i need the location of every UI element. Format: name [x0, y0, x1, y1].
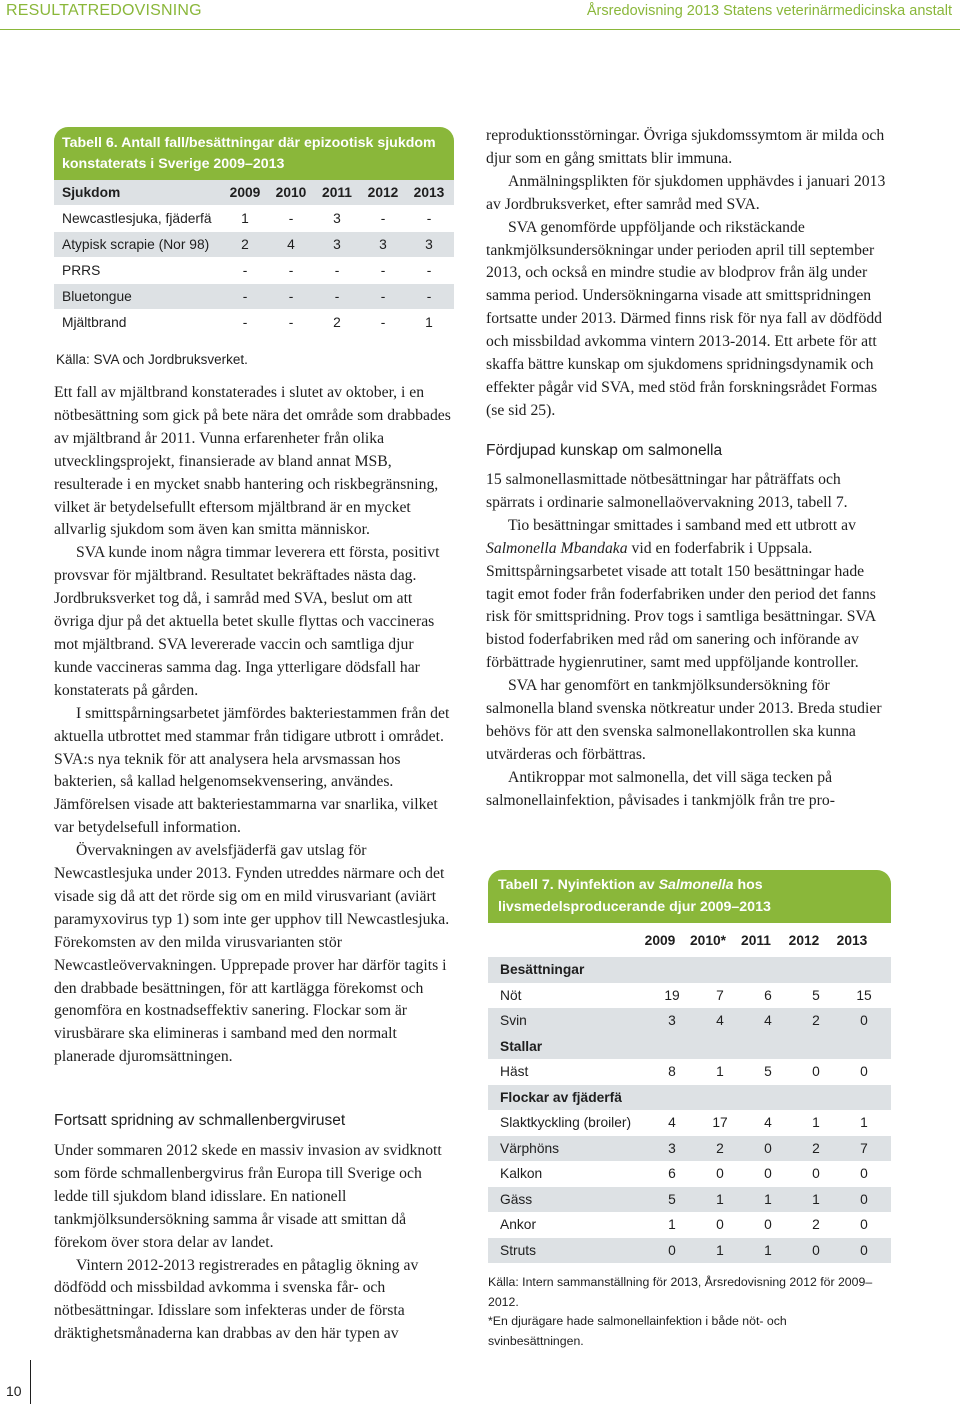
table-cell: -	[426, 211, 432, 226]
paragraph: Anmälningsplikten för sjukdomen upphävdes i januari 2013 av Jordbruksverket, efter samråd med SVA.	[486, 172, 886, 213]
paragraph: I smittspårningsarbetet jämfördes bakteriestammen från det aktuella utbrottet med stammar från tidigare utbrott i området. SVA:s nya teknik för att analysera hela arvsmassan hos bakterien, så kallad helgenomsekvensering, användes. Jämförelsen visade att bakteriestammarna var snarlika, vilket var betydelsefull information.	[54, 704, 450, 837]
paragraph: Vintern 2012-2013 registrerades en påtaglig ökning av dödfödd och missbildad avkomma i svenska får- och nötbesättningar. Idisslare som infekteras under de första dräktighetsmånaderna kan drabbas av den här typen av	[54, 1256, 419, 1343]
column-1-text	[54, 382, 454, 1069]
table-cell: 15	[856, 987, 872, 1003]
table-cell: -	[380, 211, 386, 226]
table-cell: -	[426, 289, 432, 304]
group-header-row	[488, 1034, 891, 1060]
table-cell: 0	[860, 1166, 868, 1182]
table-cell: 6	[764, 987, 772, 1003]
table-cell: 3	[668, 1013, 676, 1029]
table-cell: 0	[812, 1166, 820, 1182]
table-cell: -	[380, 289, 386, 304]
row-label: Svin	[500, 1013, 527, 1029]
table-cell: 1	[764, 1242, 772, 1258]
row-label: Gäss	[500, 1191, 533, 1207]
row-label: Bluetongue	[62, 289, 132, 304]
paragraph: reproduktionsstörningar. Övriga sjukdomssymtom är milda och djur som en gång smittats blir immuna.	[486, 127, 885, 167]
table-cell: 3	[668, 1140, 676, 1156]
group-header-row	[488, 957, 891, 983]
report-title: Årsredovisning 2013 Statens veterinärmedicinska anstalt	[586, 3, 952, 19]
subheading-salmonella: Fördjupad kunskap om salmonella	[486, 442, 723, 459]
table-row	[54, 258, 454, 284]
table-cell: -	[288, 263, 294, 278]
paragraph: SVA kunde inom några timmar leverera ett första, positivt provsvar för mjältbrand. Resultatet bekräftades nästa dag. Jordbruksverket tog då, i samråd med SVA, beslut om att övriga djur på det aktuella betet skulle flyttas och vaccineras mot mjältbrand. SVA levererade vaccin och samtliga djur kunde vaccineras samma dag. Inga ytterligare dödsfall har konstaterats på gården.	[54, 544, 440, 699]
table-cell: 0	[860, 1217, 868, 1233]
table-cell: 1	[241, 211, 249, 226]
table-cell: -	[288, 211, 294, 226]
table-cell: 2	[716, 1140, 724, 1156]
subheading-schmallenberg: Fortsatt spridning av schmallenbergviruset	[54, 1112, 346, 1129]
column-header-year: 2010	[275, 185, 307, 200]
table-cell: -	[426, 263, 432, 278]
species-name: Salmonella Mbandaka	[486, 539, 628, 557]
row-label: Nöt	[500, 987, 522, 1003]
table-cell: 0	[668, 1242, 676, 1258]
table-cell: 1	[716, 1064, 724, 1080]
table-row	[488, 1238, 891, 1264]
table-cell: 3	[333, 237, 341, 252]
table-row	[488, 983, 891, 1009]
table-7-header-row	[488, 923, 891, 957]
table-cell: 4	[287, 237, 295, 252]
table-6-caption: Tabell 6. Antall fall/besättningar där epizootisk sjukdom konstaterats i Sverige 2009–2013	[54, 127, 454, 180]
table-cell: 7	[716, 987, 724, 1003]
row-label: Ankor	[500, 1217, 537, 1233]
table-row	[488, 1187, 891, 1213]
table-row	[488, 1212, 891, 1238]
table-cell: -	[242, 263, 248, 278]
group-label: Stallar	[500, 1038, 543, 1054]
paragraph: Tio besättningar smittades i samband med ett utbrott av Salmonella Mbandaka vid en foderfabrik i Uppsala. Smittspårningsarbetet visade att totalt 150 besättningar hade tagit emot foder från foderfabriken under den period det fanns risk för smittspridning. Prov togs i samtliga besättningar. SVA bistod foderfabriken med råd om sanering och införande av förbättrade hygienrutiner, samt med uppföljande kontroller.	[486, 516, 876, 672]
table-cell: 8	[668, 1064, 676, 1080]
table-cell: 2	[812, 1217, 820, 1233]
paragraph: Antikroppar mot salmonella, det vill säga tecken på salmonellainfektion, påvisades i tankmjölk från tre pro-	[486, 768, 835, 809]
table-cell: 4	[716, 1013, 724, 1029]
table-7-source: Källa: Intern sammanställning för 2013, Årsredovisning 2012 för 2009–2012. *En djurägare hade salmonellainfektion i både nöt- och svinbesättningen.	[488, 1275, 873, 1348]
table-cell: 1	[860, 1115, 868, 1131]
table-cell: 4	[764, 1115, 772, 1131]
table-cell: 6	[668, 1166, 676, 1182]
table-cell: 2	[333, 315, 341, 330]
table-cell: 0	[860, 1064, 868, 1080]
table-cell: 1	[812, 1115, 820, 1131]
table-6-header-row	[54, 180, 454, 206]
table-row	[488, 1136, 891, 1162]
table-cell: 2	[241, 237, 249, 252]
group-label: Besättningar	[500, 962, 585, 978]
table-cell: 19	[664, 987, 680, 1003]
table-cell: 4	[764, 1013, 772, 1029]
table-row	[488, 1059, 891, 1085]
table-cell: 1	[812, 1191, 820, 1207]
row-label: Slaktkyckling (broiler)	[500, 1115, 632, 1131]
column-header-year: 2013	[413, 185, 445, 200]
table-cell: -	[380, 315, 386, 330]
column-header-year: 2010*	[689, 932, 727, 948]
header-divider	[0, 29, 960, 30]
table-7-caption: Tabell 7. Nyinfektion av Salmonella hos livsmedelsproducerande djur 2009–2013	[488, 870, 891, 923]
table-cell: 1	[716, 1242, 724, 1258]
row-label: Häst	[500, 1064, 529, 1080]
column-header-year: 2009	[229, 185, 261, 200]
column-2-text	[486, 125, 892, 423]
row-label: PRRS	[62, 263, 101, 278]
row-label: Newcastlesjuka, fjäderfä	[62, 211, 212, 226]
table-7	[488, 870, 891, 1351]
table-row	[54, 310, 454, 336]
page-number: 10	[6, 1383, 22, 1399]
table-cell: -	[242, 289, 248, 304]
table-row	[54, 284, 454, 310]
table-cell: -	[288, 289, 294, 304]
paragraph: SVA har genomfört en tankmjölksundersökning för salmonella bland svenska nötkreatur under 2013. Breda studier behövs för att den svenska salmonellakontrollen ska kunna utvärderas och förbättras.	[486, 677, 882, 763]
group-label: Flockar av fjäderfä	[500, 1089, 622, 1105]
group-header-row	[488, 1085, 891, 1111]
table-cell: 17	[712, 1115, 728, 1131]
table-cell: 1	[425, 315, 433, 330]
column-header-year: 2012	[367, 185, 399, 200]
table-cell: 0	[764, 1166, 772, 1182]
table-cell: 0	[812, 1064, 820, 1080]
page-number-rule	[30, 1360, 31, 1404]
table-cell: 0	[716, 1217, 724, 1233]
table-cell: 0	[764, 1140, 772, 1156]
table-row	[54, 206, 454, 232]
table-cell: -	[334, 289, 340, 304]
table-row	[488, 1110, 891, 1136]
table-cell: 4	[668, 1115, 676, 1131]
table-cell: -	[380, 263, 386, 278]
table-cell: -	[334, 263, 340, 278]
row-label: Värphöns	[500, 1140, 560, 1156]
table-cell: -	[242, 315, 248, 330]
table-cell: 5	[812, 987, 820, 1003]
table-cell: 3	[425, 237, 433, 252]
table-6	[54, 127, 454, 367]
table-cell: 0	[860, 1242, 868, 1258]
table-cell: 5	[764, 1064, 772, 1080]
row-label: Mjältbrand	[62, 315, 127, 330]
column-header-disease: Sjukdom	[62, 185, 121, 200]
table-cell: 0	[716, 1166, 724, 1182]
row-label: Atypisk scrapie (Nor 98)	[62, 237, 210, 252]
paragraph: Under sommaren 2012 skede en massiv invasion av svidknott som förde schmallenbergvirus från Europa till Sverige och ledde till sjukdom bland idisslare. En nationell tankmjölksundersökning samma år visade att smittan då förekom över stora delar av landet.	[54, 1142, 442, 1251]
paragraph: Ett fall av mjältbrand konstaterades i slutet av oktober, i en nötbesättning som gick på bete nära det område som drabbades av mjältbrand år 2011. Vunna erfarenheter från olika utvecklingsprojekt, finansierade av bland annat MSB, resulterade i en mycket snabb hantering och riskbegränsning, vilket är betydelsefullt eftersom mjältbrand är en mycket allvarlig sjukdom som även kan smitta människor.	[54, 384, 451, 539]
column-header-year: 2011	[741, 932, 771, 948]
paragraph: SVA genomförde uppföljande och rikstäckande tankmjölksundersökningar under perioden april till september 2013, och också en mindre studie av blodprov från älg under samma period. Undersökningarna visade att smittspridningen fortsatte under 2013. Därmed finns risk för nya fall av dödfödd och missbildad avkomma vintern 2013-2014. Ett arbete för att skaffa bättre kunskap om sjukdomens spridningsdynamik och effekter pågår vid SVA, med stöd från forskningsrådet Formas (se sid 25).	[486, 218, 883, 419]
column-header-year: 2011	[322, 185, 352, 200]
column-2-text-continued	[486, 469, 892, 813]
table-cell: 2	[812, 1013, 820, 1029]
table-cell: 2	[812, 1140, 820, 1156]
table-cell: 0	[860, 1013, 868, 1029]
table-row	[54, 232, 454, 258]
table-cell: 0	[860, 1191, 868, 1207]
table-cell: -	[288, 315, 294, 330]
table-row	[488, 1161, 891, 1187]
table-cell: 0	[764, 1217, 772, 1233]
table-cell: 3	[379, 237, 387, 252]
section-title: RESULTATREDOVISNING	[6, 2, 202, 19]
column-header-year: 2013	[836, 932, 868, 948]
table-cell: 1	[764, 1191, 772, 1207]
table-cell: 1	[716, 1191, 724, 1207]
table-cell: 7	[860, 1140, 868, 1156]
row-label: Kalkon	[500, 1166, 543, 1182]
paragraph: Övervakningen av avelsfjäderfä gav utslag för Newcastlesjuka under 2013. Fynden utreddes närmare och det visade sig då att det rörde sig om en mild virusvariant (aviärt paramyxovirus typ 1) som inte ger upphov till Newcastlesjuka. Förekomsten av den milda virusvarianten stör Newcastleövervakningen. Upprepade prover har därför tagits i den drabbade besättningen, för att kartlägga förekomst och genomföra en kostnadseffektiv sanering. Flockar som är virusbärare ska elimineras i samband med den normalt planerade djuromsättningen.	[54, 842, 450, 1066]
table-cell: 0	[812, 1242, 820, 1258]
column-1-text-continued	[54, 1140, 454, 1346]
paragraph: 15 salmonellasmittade nötbesättningar har påträffats och spärrats i ordinarie salmonellaövervakning 2013, tabell 7.	[486, 471, 848, 511]
table-cell: 5	[668, 1191, 676, 1207]
table-cell: 3	[333, 211, 341, 226]
column-header-year: 2012	[788, 932, 820, 948]
table-6-source: Källa: SVA och Jordbruksverket.	[56, 352, 248, 367]
row-label: Struts	[500, 1242, 537, 1258]
column-header-year: 2009	[644, 932, 676, 948]
table-row	[488, 1008, 891, 1034]
table-cell: 1	[668, 1217, 676, 1233]
